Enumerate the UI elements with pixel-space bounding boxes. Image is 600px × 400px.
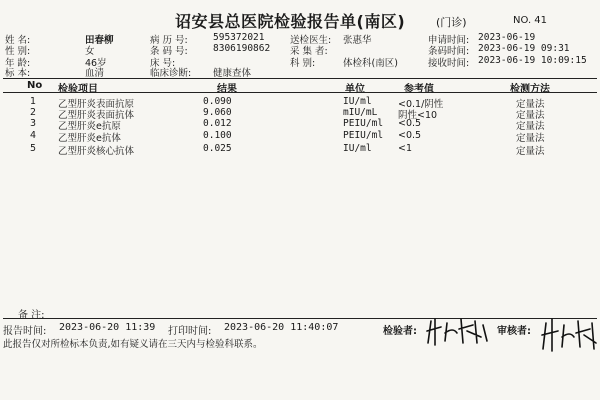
print-time: 2023-06-20 11:40:07 [224, 322, 339, 333]
inspector-label: 检验者: [383, 326, 417, 337]
reviewer-label: 审核者: [497, 326, 531, 337]
name-label: 姓 名: [5, 35, 31, 46]
table-row [0, 130, 600, 142]
row-no: 2 [30, 107, 37, 118]
col-header-reference: 参考值 [404, 84, 434, 95]
specimen-label: 标 本: [5, 68, 31, 79]
row-reference: <0.5 [398, 130, 422, 141]
remark-label: 备 注: [18, 310, 45, 321]
row-item: 乙型肝炎表面抗原 [58, 99, 135, 110]
barcode-label: 条 码 号: [150, 46, 188, 57]
report-time: 2023-06-20 11:39 [59, 322, 156, 333]
disclaimer: 此报告仅对所检标本负责,如有疑义请在三天内与检验科联系。 [3, 339, 263, 350]
col-header-item: 检验项目 [58, 84, 98, 95]
sample-time-label: 条码时间: [428, 46, 470, 57]
visit-type: (门诊) [436, 16, 467, 29]
bed-label: 床 号: [150, 58, 176, 69]
row-item: 乙型肝炎表面抗体 [58, 110, 135, 121]
row-method: 定量法 [516, 146, 545, 157]
patient-age: 46岁 [85, 58, 107, 69]
sample-time: 2023-06-19 09:31 [478, 43, 570, 54]
record-no-label: 病 历 号: [150, 35, 188, 46]
footer-rule [3, 318, 597, 319]
collector-label: 采 集 者: [290, 46, 328, 57]
patient-name: 田春柳 [85, 35, 114, 46]
row-method: 定量法 [516, 99, 545, 110]
dept: 体检科(南区) [343, 58, 398, 69]
diagnosis: 健康查体 [213, 68, 252, 79]
col-header-no: No [27, 80, 43, 91]
row-no: 4 [30, 130, 37, 141]
row-unit: IU/ml [343, 143, 372, 154]
row-reference: <0.5 [398, 118, 422, 129]
row-item: 乙型肝炎e抗体 [58, 133, 121, 144]
receive-time-label: 接收时间: [428, 58, 470, 69]
col-header-method: 检测方法 [510, 84, 550, 95]
report-number: NO. 41 [513, 15, 548, 26]
col-header-unit: 单位 [345, 84, 365, 95]
row-unit: IU/ml [343, 96, 372, 107]
patient-sex: 女 [85, 46, 95, 57]
inspector-signature [425, 313, 493, 347]
doctor: 张惠华 [343, 35, 372, 46]
reviewer-signature [540, 313, 600, 353]
row-method: 定量法 [516, 110, 545, 121]
barcode: 8306190862 [213, 43, 271, 54]
row-result: 0.025 [203, 143, 232, 154]
row-reference: 阴性<10 [398, 110, 438, 121]
print-time-label: 打印时间: [168, 326, 212, 337]
row-no: 1 [30, 96, 37, 107]
report-title: 诏安县总医院检验报告单(南区) [175, 12, 406, 31]
record-no: 595372021 [213, 32, 265, 43]
table-header-rule [3, 92, 597, 93]
row-no: 3 [30, 118, 37, 129]
receive-time: 2023-06-19 10:09:15 [478, 55, 587, 66]
row-result: 0.090 [203, 96, 232, 107]
row-result: 0.012 [203, 118, 232, 129]
row-item: 乙型肝炎e抗原 [58, 121, 121, 132]
table-row [0, 118, 600, 130]
row-result: 9.060 [203, 107, 232, 118]
row-no: 5 [30, 143, 37, 154]
row-unit: PEIU/ml [343, 118, 384, 129]
col-header-result: 结果 [217, 84, 237, 95]
doctor-label: 送检医生: [290, 35, 332, 46]
apply-time-label: 申请时间: [428, 35, 470, 46]
row-reference: <0.1/阴性 [398, 99, 444, 110]
row-item: 乙型肝炎核心抗体 [58, 146, 135, 157]
dept-label: 科 别: [290, 58, 316, 69]
apply-time: 2023-06-19 [478, 32, 536, 43]
row-result: 0.100 [203, 130, 232, 141]
row-method: 定量法 [516, 133, 545, 144]
report-time-label: 报告时间: [3, 326, 47, 337]
table-top-rule [3, 78, 597, 79]
row-method: 定量法 [516, 121, 545, 132]
row-unit: PEIU/ml [343, 130, 384, 141]
row-unit: mIU/mL [343, 107, 378, 118]
age-label: 年 龄: [5, 58, 31, 69]
table-row [0, 143, 600, 155]
diagnosis-label: 临床诊断: [150, 68, 192, 79]
sex-label: 性 别: [5, 46, 31, 57]
row-reference: <1 [398, 143, 413, 154]
specimen: 血清 [85, 68, 105, 79]
